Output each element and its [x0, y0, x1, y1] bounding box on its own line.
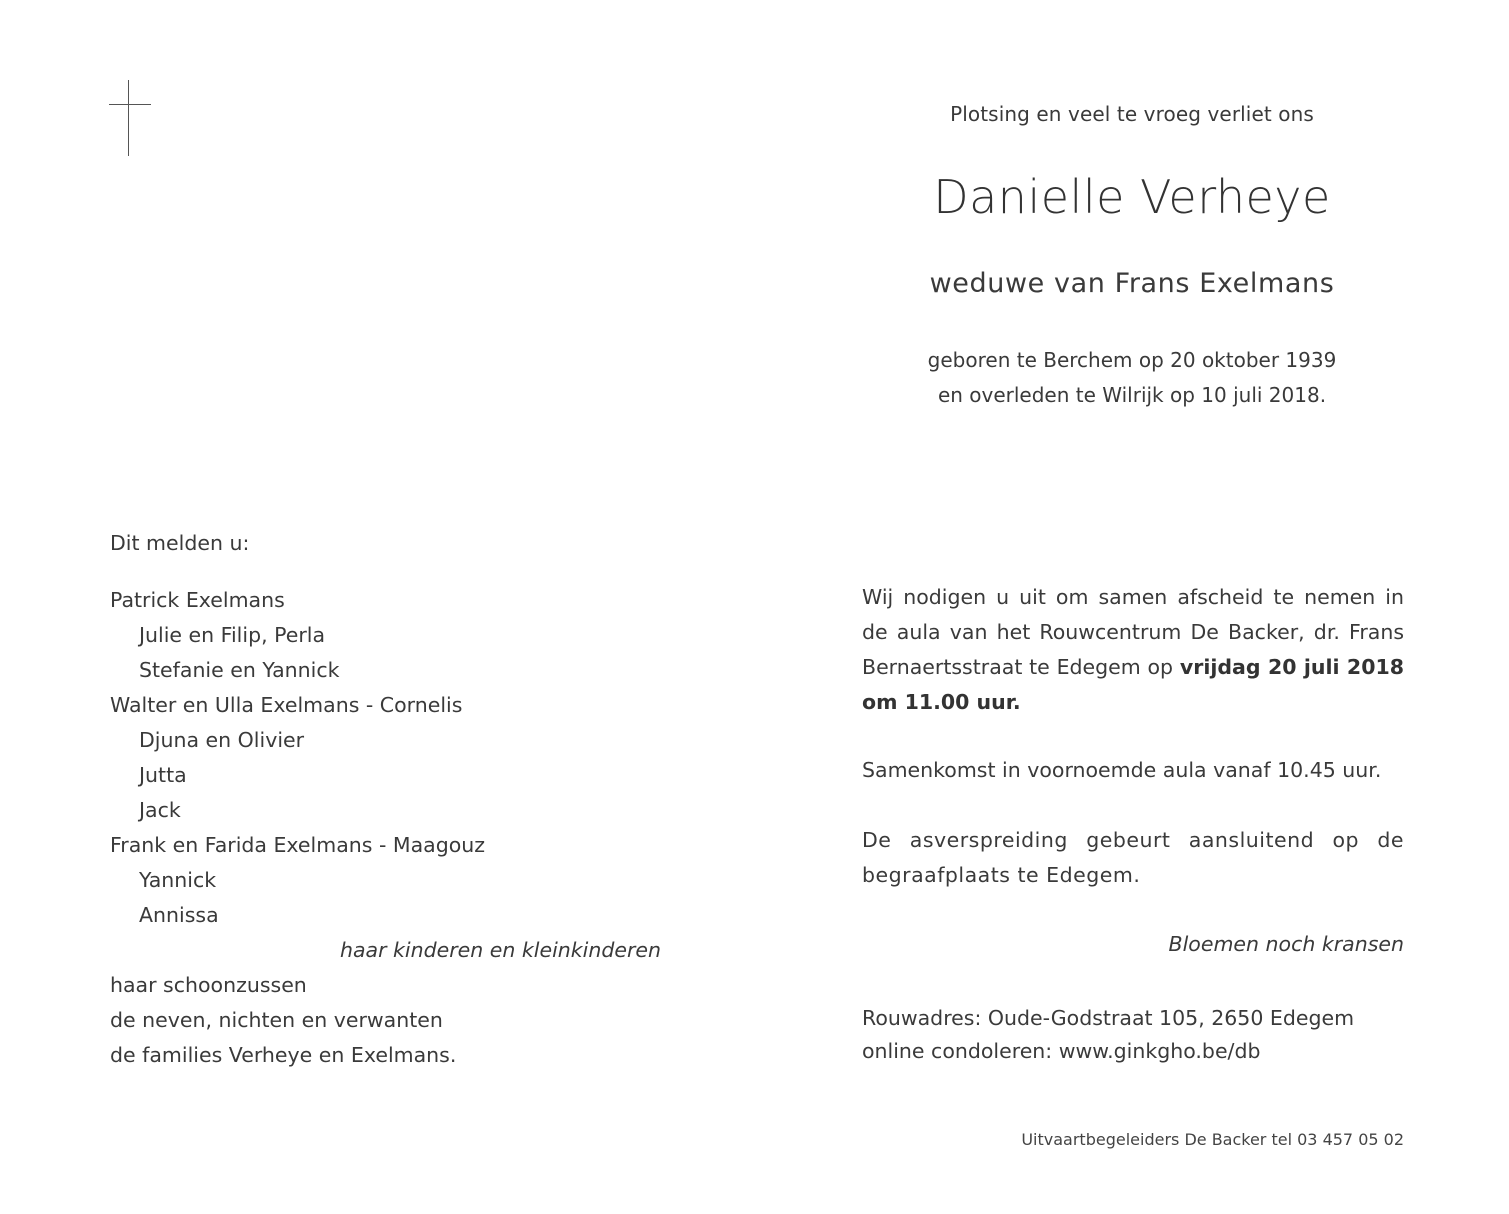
family-member: Patrick Exelmans — [110, 588, 285, 612]
family-list — [110, 583, 670, 1073]
family-member: Jack — [139, 798, 181, 822]
announce-line: Dit melden u: — [110, 531, 250, 555]
family-member: Julie en Filip, Perla — [139, 623, 326, 647]
family-member: Yannick — [139, 868, 217, 892]
flowers-note: Bloemen noch kransen — [1168, 932, 1404, 956]
death-line: en overleden te Wilrijk op 10 juli 2018. — [937, 383, 1327, 407]
birth-death-info — [900, 343, 1364, 413]
family-member: Frank en Farida Exelmans - Maagouz — [110, 833, 485, 857]
cross-icon — [109, 80, 151, 156]
cross-vertical-bar — [128, 80, 129, 156]
gathering-line: Samenkomst in voornoemde aula vanaf 10.45 uur. — [862, 758, 1382, 782]
family-member: Walter en Ulla Exelmans - Cornelis — [110, 693, 463, 717]
online-condolences: online condoleren: www.ginkgho.be/db — [862, 1039, 1261, 1063]
cross-horizontal-bar — [109, 104, 151, 105]
family-member: Jutta — [139, 763, 187, 787]
birth-line: geboren te Berchem op 20 oktober 1939 — [927, 348, 1337, 372]
deceased-name: Danielle Verheye — [933, 170, 1331, 224]
family-member: de families Verheye en Exelmans. — [110, 1043, 457, 1067]
family-member: Djuna en Olivier — [139, 728, 305, 752]
family-member: Annissa — [139, 903, 219, 927]
family-member: de neven, nichten en verwanten — [110, 1008, 443, 1032]
ceremony-datetime: vrijdag 20 juli 2018 om 11.00 uur. — [862, 655, 1404, 714]
family-member: haar schoonzussen — [110, 973, 307, 997]
intro-line: Plotsing en veel te vroeg verliet ons — [950, 102, 1314, 126]
widow-of: weduwe van Frans Exelmans — [929, 268, 1335, 299]
invitation-paragraph — [862, 580, 1404, 720]
invitation-text: Wij nodigen u uit om samen afscheid te nemen in de aula van het Rouwcentrum De Backer, dr. Frans Bernaertsstraat te Edegem op — [862, 585, 1404, 679]
ash-scattering-paragraph: De asverspreiding gebeurt aansluitend op de begraafplaats te Edegem. — [862, 828, 1404, 887]
undertaker-footer: Uitvaartbegeleiders De Backer tel 03 457 05 02 — [1021, 1130, 1404, 1149]
mourning-address: Rouwadres: Oude-Godstraat 105, 2650 Edegem — [862, 1006, 1355, 1030]
address-block — [862, 1001, 1404, 1067]
family-summary: haar kinderen en kleinkinderen — [340, 938, 662, 962]
family-member: Stefanie en Yannick — [139, 658, 340, 682]
